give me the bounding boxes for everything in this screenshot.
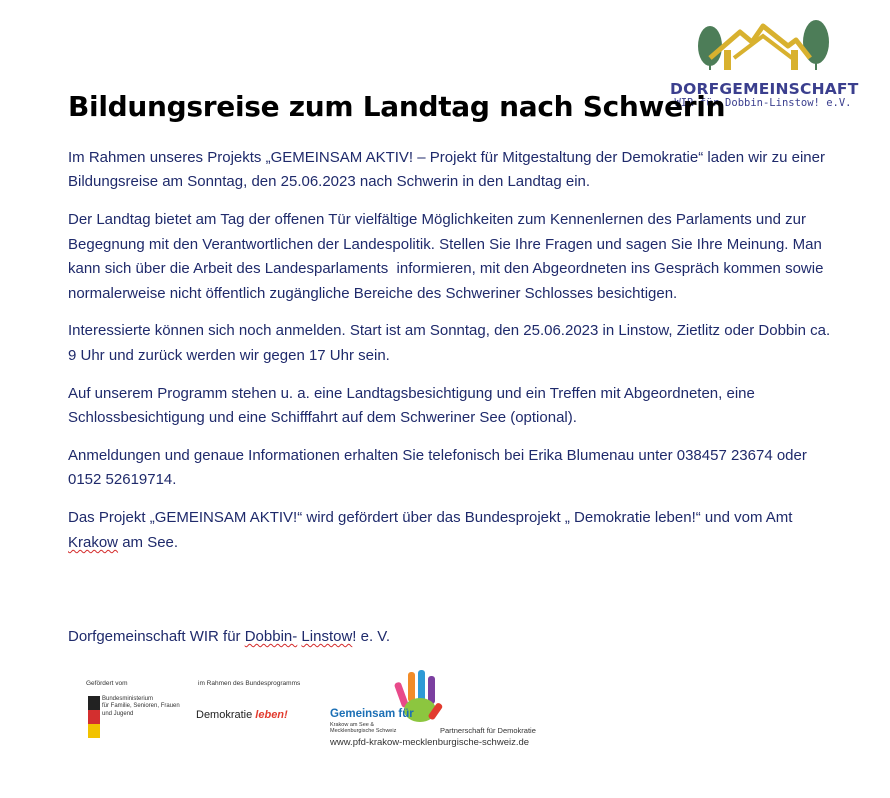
funded-by-label: Gefördert vom <box>86 680 128 687</box>
document-body <box>68 146 833 569</box>
signature-prefix: Dorfgemeinschaft WIR für <box>68 628 245 645</box>
partnership-label: Partnerschaft für Demokratie <box>440 726 536 735</box>
paragraph-program: Auf unserem Programm stehen u. a. eine Landtagsbesichtigung und ein Treffen mit Abgeordneten, eine Schlossbesichtigung und eine Schifffahrt auf dem Schweriner See (optional). <box>68 384 760 427</box>
partnership-url: www.pfd-krakow-mecklenburgische-schweiz.de <box>330 737 530 748</box>
paragraph-funding <box>68 506 833 555</box>
funding-text-end: am See. <box>118 533 179 551</box>
page-title: Bildungsreise zum Landtag nach Schwerin <box>68 90 726 123</box>
ministry-name: Bundesministerium für Familie, Senioren, Frauen und Jugend <box>102 696 180 717</box>
gemeinsam-subtitle: Krakow am See & Mecklenburgische Schweiz <box>330 722 397 734</box>
paragraph-landtag: Der Landtag bietet am Tag der offenen Tür vielfältige Möglichkeiten zum Kennenlernen des Parlaments und zur Begegnung mit den Verantwortlichen der Landespolitik. Stellen Sie Ihre Fragen und sagen Sie Ihre Meinung. Man kann sich über die Arbeit des Landesparlaments informieren, mit den Abgeordneten ins Gespräch kommen sowie normalerweise nicht öffentlich zugängliche Bereiche des Schweriner Schlosses besichtigen. <box>68 211 828 302</box>
organisation-name: DORFGEMEINSCHAFT <box>670 80 859 98</box>
signature <box>68 625 390 649</box>
spellcheck-word: Krakow <box>68 533 119 551</box>
paragraph-schedule: Interessierte können sich noch anmelden. Start ist am Sonntag, den 25.06.2023 in Linstow, Zietlitz oder Dobbin ca. 9 Uhr und zurück werden wir gegen 17 Uhr sein. <box>68 322 835 364</box>
program-label: im Rahmen des Bundesprogramms <box>198 680 301 687</box>
federal-eagle-icon <box>88 696 100 738</box>
sponsor-logos <box>80 660 552 756</box>
spellcheck-word: Dobbin- <box>244 628 298 645</box>
spellcheck-word: Linstow <box>301 628 353 645</box>
demokratie-leben-logo: Demokratie leben! <box>196 709 288 721</box>
funding-text: Das Projekt „GEMEINSAM AKTIV!“ wird gefördert über das Bundesprojekt „ Demokratie leben!“ und vom Amt <box>68 509 797 527</box>
gemeinsam-logo-text: Gemeinsam für <box>330 708 414 720</box>
signature-suffix: ! e. V. <box>352 628 391 645</box>
paragraph-intro: Im Rahmen unseres Projekts „GEMEINSAM AKTIV! – Projekt für Mitgestaltung der Demokratie“ laden wir zu einer Bildungsreise am Sonntag, den 25.06.2023 nach Schwerin in den Landtag ein. <box>68 149 830 191</box>
organisation-tagline: WIR für Dobbin-Linstow! e.V. <box>674 97 852 109</box>
paragraph-contact: Anmeldungen und genaue Informationen erhalten Sie telefonisch bei Erika Blumenau unter 038457 23674 oder 0152 52619714. <box>68 447 812 489</box>
